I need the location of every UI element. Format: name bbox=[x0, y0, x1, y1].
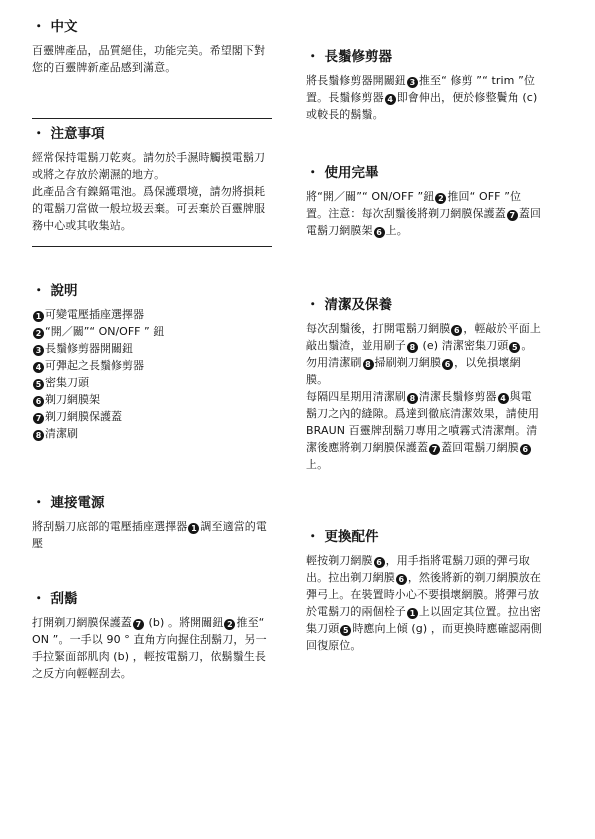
section-heading: ・ 注意事項 bbox=[32, 126, 105, 142]
section-heading: ・ 使用完畢 bbox=[306, 165, 379, 181]
section-description bbox=[32, 282, 272, 442]
section-heading: ・ 更換配件 bbox=[306, 529, 379, 545]
section-cleaning bbox=[306, 296, 542, 473]
replacement-text: 輕按剃刀網膜 6 ，用手指將電鬍刀頭的彈弓取出。拉出剃刀網膜 6 ，然後將新的剃刀網膜放在彈弓上。在裝置時小心不要損壞網膜。將彈弓放於電鬍刀的兩個栓子 1 上以固定其位置。拉出密集刀頭 5 時應向上傾 (g) ，而更換時應確認兩側回復原位。 bbox=[306, 554, 542, 652]
parts-list bbox=[32, 306, 272, 442]
section-chinese bbox=[32, 18, 272, 76]
list-item: 1 可變電壓插座選擇器 bbox=[32, 306, 272, 323]
section-replacement bbox=[306, 528, 542, 654]
section-long-hair-trimmer bbox=[306, 48, 542, 123]
cleaning-text: 每次刮鬚後，打開電鬍刀網膜 6 ，輕敲於平面上敲出鬚渣，並用刷子 8 (e) 清潔密集刀頭 5 。勿用清潔刷 8 掃刷剃刀網膜 6 ，以免損壞網膜。 bbox=[306, 322, 542, 386]
divider-line bbox=[32, 246, 272, 247]
power-text: 將刮鬍刀底部的電壓插座選擇器 1 調至適當的電壓 bbox=[32, 520, 268, 550]
list-item: 6 剃刀網膜架 bbox=[32, 391, 272, 408]
section-shaving bbox=[32, 590, 272, 682]
after-use-text: 將“開／關”“ ON/OFF ”鈕 2 推回“ OFF ”位置。注意：每次刮鬚後將剃刀網膜保護蓋 7 蓋回電鬍刀網膜架 6 上。 bbox=[306, 190, 542, 237]
section-heading: ・ 刮鬍 bbox=[32, 591, 78, 607]
list-item: 2 “開／關”“ ON/OFF ” 鈕 bbox=[32, 323, 272, 340]
section-power bbox=[32, 494, 272, 552]
section-after-use bbox=[306, 164, 542, 239]
section-precautions bbox=[32, 125, 272, 234]
intro-text: 百靈牌產品，品質絕佳，功能完美。希望閣下對您的百靈牌新產品感到滿意。 bbox=[32, 44, 266, 74]
list-item: 4 可彈起之長鬚修剪器 bbox=[32, 357, 272, 374]
precaution-text: 經常保持電鬍刀乾爽。請勿於手濕時觸摸電鬍刀或將之存放於潮濕的地方。 bbox=[32, 151, 266, 181]
battery-disposal-text: 此產品含有鎳鎘電池。爲保護環境，請勿將損耗的電鬍刀當做一般垃圾丟棄。可丟棄於百靈牌服務中心或其收集站。 bbox=[32, 185, 266, 232]
list-item: 3 長鬚修剪器開關鈕 bbox=[32, 340, 272, 357]
maintenance-text: 每隔四星期用清潔刷 8 清潔長鬚修剪器 4 與電鬍刀之內的縫隙。爲達到徹底清潔效果，請使用 BRAUN 百靈牌刮鬍刀專用之噴霧式清潔劑。清潔後應將剃刀網膜保護蓋 7 蓋回電鬍刀網膜 6上。 bbox=[306, 390, 540, 471]
list-item: 5 密集刀頭 bbox=[32, 374, 272, 391]
section-heading: ・ 清潔及保養 bbox=[306, 297, 392, 313]
section-heading: ・ 說明 bbox=[32, 283, 78, 299]
trimmer-text: 將長鬚修剪器開關鈕 3 推至“ 修剪 ”“ trim ”位置。長鬚修剪器 4 即會伸出，便於修整鬢角 (c) 或較長的鬍鬚。 bbox=[306, 74, 538, 121]
section-heading: ・ 中文 bbox=[32, 19, 78, 35]
shaving-text: 打開剃刀網膜保護蓋 7 (b) 。將開關鈕 2 推至“ ON ”。一手以 90 ° 直角方向握住刮鬍刀，另一手拉緊面部肌肉 (b) ，輕按電鬍刀，依鬍鬚生長之反方向輕輕刮去。 bbox=[32, 616, 267, 680]
list-item: 7 剃刀網膜保護蓋 bbox=[32, 408, 272, 425]
section-heading: ・ 長鬚修剪器 bbox=[306, 49, 392, 65]
section-heading: ・ 連接電源 bbox=[32, 495, 105, 511]
divider-line bbox=[32, 118, 272, 119]
list-item: 8 清潔刷 bbox=[32, 425, 272, 442]
